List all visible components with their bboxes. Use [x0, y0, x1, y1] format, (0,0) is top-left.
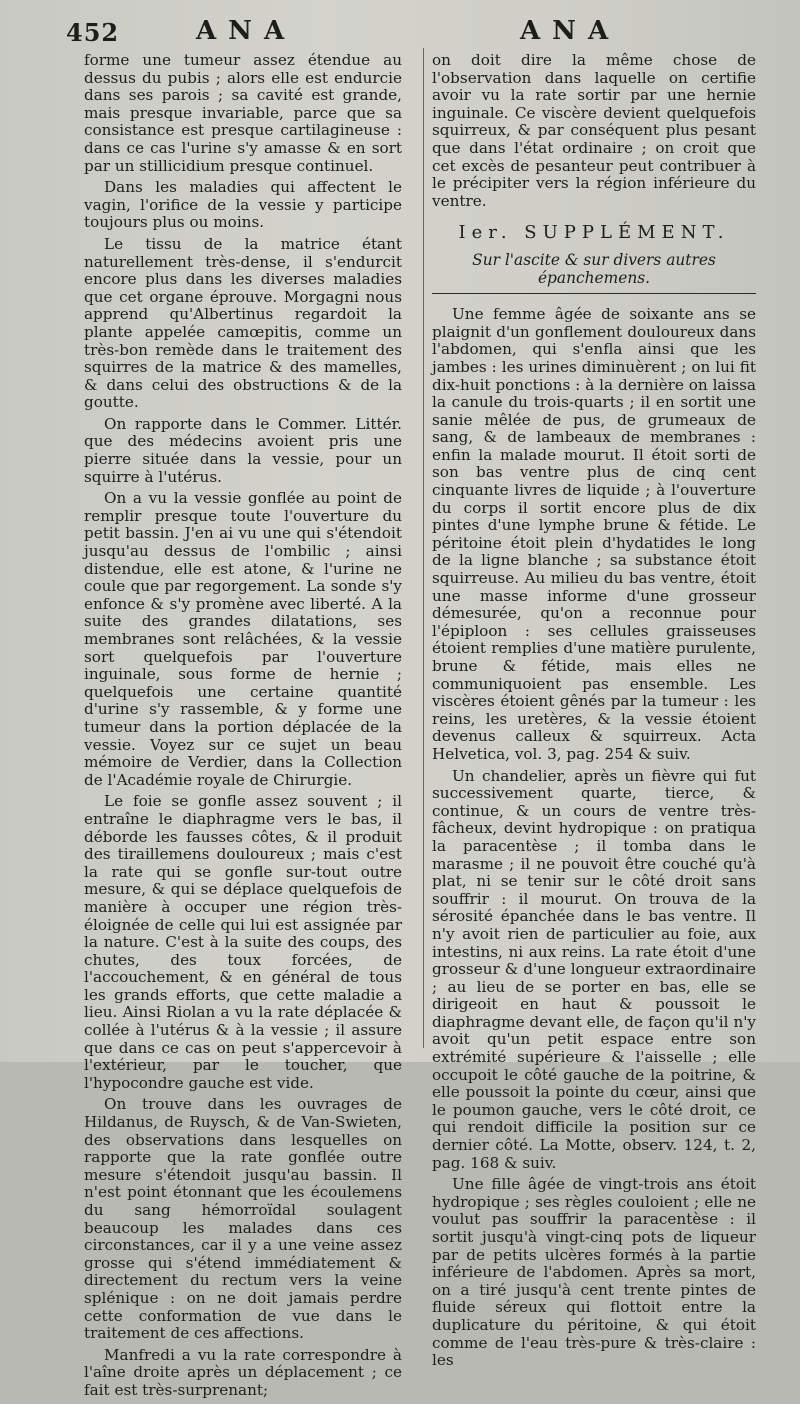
left-column	[84, 52, 402, 1404]
paragraph: Une fille âgée de vingt-trois ans étoit hydropique ; ses règles couloient ; elle ne voulut pas souffrir la paracentèse : il sortit jusqu'à vingt-cinq pots de liqueur par de petits ulcères formés à la partie inférieure de l'abdomen. Après sa mort, on a tiré jusqu'à cent trente pintes de fluide séreux qui flottoit entre la duplicature du péritoine, & qui étoit comme de l'eau très-pure & très-claire : les	[432, 1175, 756, 1370]
page-number: 452	[66, 18, 120, 47]
column-divider	[423, 48, 424, 1048]
paragraph: Dans les maladies qui affectent le vagin, l'orifice de la vessie y participe toujours plus ou moins.	[84, 178, 402, 232]
right-column	[432, 52, 756, 1374]
supplement-subtitle: Sur l'ascite & sur divers autres épanchemens.	[472, 250, 716, 287]
paragraph: Le foie se gonfle assez souvent ; il entraîne le diaphragme vers le bas, il déborde les fausses côtes, & il produit des tiraillemens douloureux ; mais c'est la rate qui se gonfle sur-tout outre mesure, & qui se déplace quelquefois de manière à occuper une région très-éloignée de celle qui lui est assignée par la nature. C'est à la suite des coups, des chutes, des toux forcées, de l'accouchement, & en général de tous les grands efforts, que cette maladie a lieu. Ainsi Riolan a vu la rate déplacée & collée à l'utérus & à la vessie ; il assure que dans ce cas on peut s'appercevoir à l'extérieur, par le toucher, que l'hypocondre gauche est vide.	[84, 792, 402, 1092]
supplement-title: Ier. SUPPLÉMENT.	[458, 222, 730, 244]
paragraph: Manfredi a vu la rate correspondre à l'aîne droite après un déplacement ; ce fait est très-surprenant;	[84, 1345, 402, 1399]
running-head-left: ANA	[196, 16, 297, 46]
paragraph: On rapporte dans le Commer. Littér. que des médecins avoient pris une pierre située dans la vessie, pour un squirre à l'utérus.	[84, 414, 402, 486]
paragraph: Le tissu de la matrice étant naturellement très-dense, il s'endurcit encore plus dans les diverses maladies que cet organe éprouve. Morgagni nous apprend qu'Albertinus regardoit la plante appelée camœpitis, comme un très-bon remède dans le traitement des squirres de la matrice & des mamelles, & dans celui des obstructions & de la goutte.	[84, 234, 402, 412]
section-rule	[432, 293, 756, 294]
paragraph: forme une tumeur assez étendue au dessus du pubis ; alors elle est endurcie dans ses parois ; sa cavité est grande, mais presque invariable, parce que sa consistance est presque cartilagineuse : dans ce cas l'urine s'y amasse & en sort par un stillicidium presque continuel.	[84, 51, 402, 175]
paragraph: Un chandelier, après un fièvre qui fut successivement quarte, tierce, & continue, & un cours de ventre très-fâcheux, devint hydropique : on pratiqua la paracentèse ; il tomba dans le marasme ; il ne pouvoit être couché qu'à plat, ni se tenir sur le côté droit sans souffrir : il mourut. On trouva de la sérosité épanchée dans le bas ventre. Il n'y avoit rien de particulier au foie, aux intestins, ni aux reins. La rate étoit d'une grosseur & d'une longueur extraordinaire ; au lieu de se porter en bas, elle se dirigeoit en haut & poussoit le diaphragme devant elle, de façon qu'il n'y avoit qu'un petit espace entre son extrémité supérieure & l'aisselle ; elle occupoit le côté gauche de la poitrine, & elle poussoit la pointe du cœur, ainsi que le poumon gauche, vers le côté droit, ce qui rendoit difficile la position sur ce dernier côté. La Motte, observ. 124, t. 2, pag. 168 & suiv.	[432, 766, 756, 1172]
page-header	[0, 12, 800, 52]
paragraph: On trouve dans les ouvrages de Hildanus, de Ruysch, & de Van-Swieten, des observations dans lesquelles on rapporte que la rate gonflée outre mesure s'étendoit jusqu'au bassin. Il n'est point étonnant que les écoulemens du sang hémorroïdal soulagent beaucoup les malades dans ces circonstances, car il y a une veine assez grosse qui s'étend immédiatement & directement du rectum vers la veine splénique : on ne doit jamais perdre cette conformation de vue dans le traitement de ces affections.	[84, 1095, 402, 1343]
paragraph: On a vu la vessie gonflée au point de remplir presque toute l'ouverture du petit bassin. J'en ai vu une qui s'étendoit jusqu'au dessus de l'ombilic ; ainsi distendue, elle est atone, & l'urine ne coule que par regorgement. La sonde s'y enfonce & s'y promène avec liberté. A la suite des grandes dilatations, ses membranes sont relâchées, & la vessie sort quelquefois par l'ouverture inguinale, sous forme de hernie ; quelquefois une certaine quantité d'urine s'y rassemble, & y forme une tumeur dans la portion déplacée de la vessie. Voyez sur ce sujet un beau mémoire de Verdier, dans la Collection de l'Académie royale de Chirurgie.	[84, 489, 402, 789]
paragraph: on doit dire la même chose de l'observation dans laquelle on certifie avoir vu la rate sortir par une hernie inguinale. Ce viscère devient quelquefois squirreux, & par conséquent plus pesant que dans l'état ordinaire ; on croit que cet excès de pesanteur peut contribuer à le précipiter vers la région inférieure du ventre.	[432, 51, 756, 210]
paragraph: Une femme âgée de soixante ans se plaignit d'un gonflement douloureux dans l'abdomen, qui s'enfla ainsi que les jambes : les urines diminuèrent ; on lui fit dix-huit ponctions : à la dernière on laissa la canule du trois-quarts ; il en sortit une sanie mêlée de pus, de grumeaux de sang, & de lambeaux de membranes : enfin la malade mourut. Il étoit sorti de son bas ventre plus de cinq cent cinquante livres de liquide ; à l'ouverture du corps il sortit encore plus de dix pintes d'une lymphe brune & fétide. Le péritoine étoit plein d'hydatides le long de la ligne blanche ; sa substance étoit squirreuse. Au milieu du bas ventre, étoit une masse informe d'une grosseur démesurée, qu'on a reconnue pour l'épiploon : ses cellules graisseuses étoient remplies d'une matière purulente, brune & fétide, mais elles ne communiquoient pas ensemble. Les viscères étoient gênés par la tumeur : les reins, les uretères, & la vessie étoient devenus calleux & squirreux. Acta Helvetica, vol. 3, pag. 254 & suiv.	[432, 305, 756, 763]
running-head-right: ANA	[520, 16, 621, 46]
